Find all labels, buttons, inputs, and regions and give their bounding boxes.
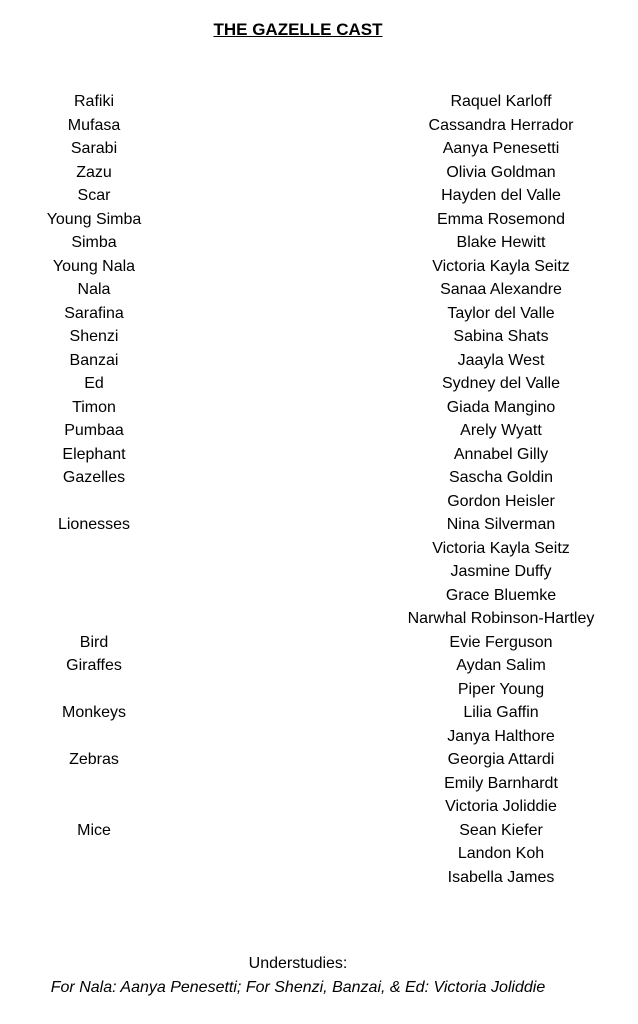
actors-column: [370, 90, 632, 889]
role-name: [14, 678, 174, 702]
role-name: Sarafina: [64, 304, 124, 322]
actor-name: Janya Halthore: [447, 727, 555, 745]
role-name: [14, 842, 174, 866]
role-name: Simba: [71, 234, 117, 251]
actor-name: Sascha Goldin: [448, 469, 554, 486]
role-name: Zebras: [69, 751, 119, 768]
role-name: Elephant: [62, 445, 126, 463]
actor-name: Raquel Karloff: [450, 93, 552, 110]
role-name: [14, 772, 174, 796]
actor-name: Sanaa Alexandre: [440, 281, 562, 298]
actor-name: Olivia Goldman: [446, 163, 556, 181]
role-name: Scar: [77, 187, 111, 204]
role-name: Mice: [77, 821, 111, 839]
role-name: Zazu: [76, 163, 112, 181]
role-name: Sarabi: [70, 140, 118, 157]
role-name: [14, 560, 174, 584]
role-name: Banzai: [69, 351, 119, 369]
role-name: Pumbaa: [64, 422, 124, 439]
actor-name: Hayden del Valle: [441, 187, 561, 204]
role-name: [14, 607, 174, 631]
role-name: [14, 889, 174, 913]
actor-name: Sabina Shats: [453, 328, 549, 345]
role-name: Bird: [79, 633, 109, 651]
actor-name: Victoria Kayla Seitz: [432, 539, 570, 557]
actor-name: Nina Silverman: [446, 516, 556, 533]
actor-name: Narwhal Robinson-Hartley: [407, 610, 595, 627]
role-name: Nala: [77, 281, 111, 298]
actor-name: Aydan Salim: [456, 657, 546, 674]
actor-name: Annabel Gilly: [453, 445, 549, 463]
role-name: Young Simba: [46, 210, 142, 228]
role-name: Shenzi: [69, 328, 119, 345]
understudies-heading: Understudies:: [248, 955, 348, 972]
roles-column: [14, 90, 174, 936]
actor-name: Piper Young: [457, 680, 545, 698]
actor-name: Sean Kiefer: [459, 821, 543, 839]
role-name: Young Nala: [52, 257, 136, 275]
role-name: Giraffes: [66, 657, 122, 674]
role-name: Lionesses: [57, 516, 131, 533]
role-name: [14, 866, 174, 890]
role-name: [14, 795, 174, 819]
actor-name: Isabella James: [447, 868, 555, 886]
role-name: Mufasa: [67, 116, 121, 134]
role-name: Rafiki: [73, 93, 114, 110]
actor-name: Lilia Gaffin: [463, 704, 539, 721]
role-name: Timon: [72, 398, 116, 416]
actor-name: Jaayla West: [457, 351, 545, 369]
actor-name: Landon Koh: [457, 845, 545, 862]
actor-name: Arely Wyatt: [460, 422, 542, 439]
role-name: [14, 490, 174, 514]
actor-name: Giada Mangino: [446, 398, 556, 416]
actor-name: Taylor del Valle: [447, 304, 555, 322]
actor-name: Cassandra Herrador: [428, 116, 574, 134]
actor-name: Grace Bluemke: [445, 586, 557, 604]
actor-name: Victoria Kayla Seitz: [432, 257, 570, 275]
actor-name: Georgia Attardi: [447, 751, 555, 768]
page-title: THE GAZELLE CAST: [213, 20, 383, 39]
role-name: [14, 725, 174, 749]
actor-name: Evie Ferguson: [449, 633, 553, 651]
role-name: [14, 913, 174, 937]
actor-name: Victoria Joliddie: [445, 798, 557, 815]
actor-name: Emma Rosemond: [436, 210, 566, 228]
understudies-text: For Nala: Aanya Penesetti; For Shenzi, Banzai, & Ed: Victoria Joliddie: [50, 979, 546, 996]
actor-name: Emily Barnhardt: [444, 774, 558, 792]
role-name: [14, 537, 174, 561]
actor-name: Jasmine Duffy: [450, 563, 552, 580]
role-name: Ed: [84, 375, 104, 392]
role-name: Monkeys: [61, 704, 127, 721]
role-name: [14, 584, 174, 608]
actor-name: Aanya Penesetti: [442, 140, 560, 157]
actor-name: Blake Hewitt: [456, 234, 546, 251]
actor-name: Gordon Heisler: [447, 492, 555, 510]
actor-name: Sydney del Valle: [442, 375, 560, 392]
role-name: Gazelles: [62, 469, 126, 486]
